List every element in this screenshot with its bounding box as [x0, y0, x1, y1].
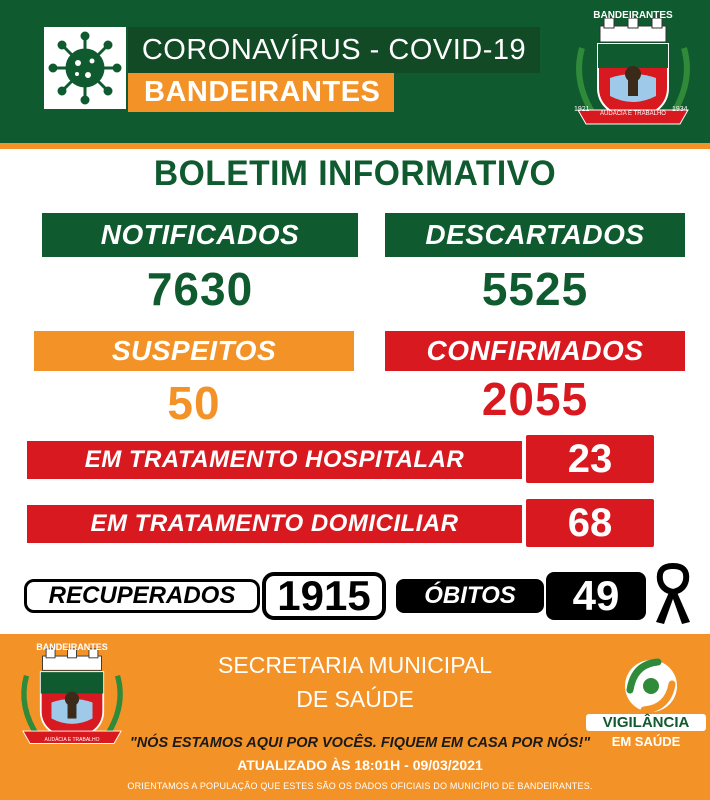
obitos-label: ÓBITOS	[396, 579, 544, 613]
bulletin-title: BOLETIM INFORMATIVO	[153, 154, 557, 193]
descartados-label: DESCARTADOS	[385, 213, 685, 257]
descartados-value: 5525	[481, 263, 589, 315]
notificados-label: NOTIFICADOS	[42, 213, 358, 257]
header-divider	[0, 143, 710, 149]
footer-crest-motto: AUDÁCIA E TRABALHO	[44, 737, 100, 743]
official-data-notice: ORIENTAMOS A POPULAÇÃO QUE ESTES SÃO OS DADOS OFICIAIS DO MUNICÍPIO DE BANDEIRANTES.	[127, 781, 593, 791]
secretaria-line-1: SECRETARIA MUNICIPAL	[218, 652, 492, 678]
vigilancia-line-2: EM SAÚDE	[592, 734, 700, 749]
municipal-crest	[568, 8, 698, 138]
hospitalar-label: EM TRATAMENTO HOSPITALAR	[27, 441, 522, 479]
crest-year-right: 1934	[672, 106, 688, 113]
confirmados-label: CONFIRMADOS	[385, 331, 685, 371]
city-name: BANDEIRANTES	[128, 73, 394, 112]
domiciliar-label: EM TRATAMENTO DOMICILIAR	[27, 505, 522, 543]
hospitalar-value: 23	[526, 435, 654, 483]
recuperados-value: 1915	[262, 572, 386, 620]
secretaria-line-2: DE SAÚDE	[296, 686, 414, 712]
mourning-ribbon-icon	[650, 562, 696, 626]
obitos-value: 49	[546, 572, 646, 620]
domiciliar-value: 68	[526, 499, 654, 547]
campaign-quote: "NÓS ESTAMOS AQUI POR VOCÊS. FIQUEM EM CASA POR NÓS!"	[129, 735, 591, 751]
update-timestamp: ATUALIZADO ÀS 18:01H - 09/03/2021	[237, 757, 483, 773]
recuperados-label: RECUPERADOS	[24, 579, 260, 613]
crest-motto: AUDÁCIA E TRABALHO	[600, 111, 666, 117]
virus-logo-box	[44, 27, 126, 109]
confirmados-value: 2055	[481, 373, 589, 425]
vigilancia-logo-icon	[604, 650, 698, 720]
notificados-value: 7630	[146, 263, 254, 315]
virus-icon	[44, 27, 126, 109]
vigilancia-line-1: VIGILÂNCIA	[586, 714, 706, 731]
suspeitos-label: SUSPEITOS	[34, 331, 354, 371]
page-title: CORONAVÍRUS - COVID-19	[128, 27, 540, 73]
crest-year-left: 1921	[574, 106, 590, 113]
footer-crest-name: BANDEIRANTES	[36, 642, 108, 652]
crest-name: BANDEIRANTES	[593, 10, 673, 21]
suspeitos-value: 50	[167, 377, 221, 429]
